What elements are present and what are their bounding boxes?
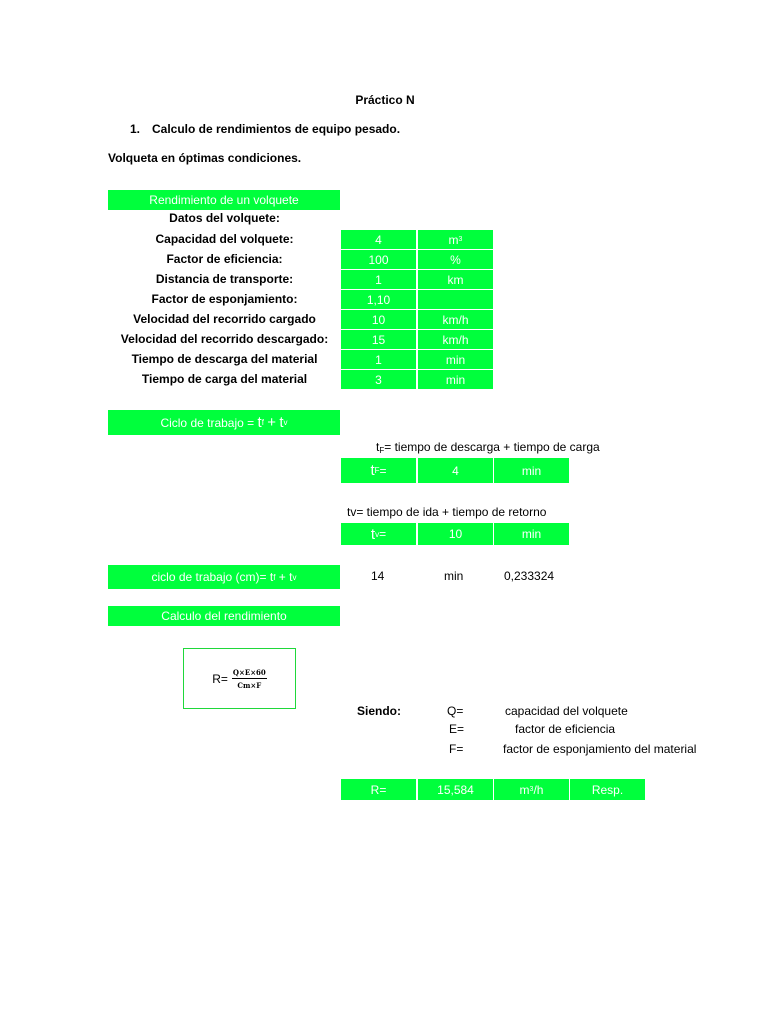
- row-label: Tiempo de carga del material: [141, 372, 308, 386]
- tv-label: t v =: [341, 523, 416, 545]
- result-label: R=: [341, 779, 416, 800]
- row-unit: km: [418, 270, 493, 289]
- row-label: Velocidad del recorrido cargado: [133, 312, 316, 326]
- row-unit: km/h: [418, 330, 493, 349]
- rendimiento-header: Calculo del rendimiento: [108, 606, 340, 626]
- row-label: Factor de eficiencia:: [166, 252, 283, 266]
- row-label: Tiempo de descarga del material: [131, 352, 318, 366]
- var-description: factor de eficiencia: [515, 722, 616, 736]
- tv-description: tv= tiempo de ida + tiempo de retorno: [347, 505, 547, 519]
- cm-value: 14: [371, 569, 385, 583]
- row-unit: [418, 290, 493, 309]
- row-value: 15: [341, 330, 416, 349]
- tf-label: t F =: [341, 458, 416, 483]
- row-label: Distancia de transporte:: [155, 272, 294, 286]
- row-unit: km/h: [418, 310, 493, 329]
- table-header: Rendimiento de un volquete: [108, 190, 340, 210]
- var-symbol: E=: [449, 722, 465, 736]
- subtitle: Volqueta en óptimas condiciones.: [108, 151, 302, 165]
- tv-value: 10: [418, 523, 493, 545]
- row-label: Capacidad del volquete:: [155, 232, 294, 246]
- cm-box: ciclo de trabajo (cm)= t f + t v: [108, 565, 340, 589]
- row-value: 4: [341, 230, 416, 249]
- formula-fraction: $\frac{Q\times E\times 60}{Cm\times F}$: [232, 667, 266, 690]
- row-unit: min: [418, 370, 493, 389]
- ciclo-header: Ciclo de trabajo = t f + t v: [108, 410, 340, 435]
- tv-unit: min: [494, 523, 569, 545]
- tf-description: $t_F=$ tiempo de descarga + tiempo de carga: [376, 440, 600, 455]
- resp-badge: Resp.: [570, 779, 645, 800]
- tf-unit: min: [494, 458, 569, 483]
- row-value: 1: [341, 350, 416, 369]
- var-symbol: Q=: [447, 704, 464, 718]
- result-unit: m 3 /h: [494, 779, 569, 800]
- row-value: 1: [341, 270, 416, 289]
- var-description: factor de esponjamiento del material: [503, 742, 697, 756]
- var-description: capacidad del volquete: [505, 704, 628, 718]
- formula-lhs: R=: [212, 671, 228, 686]
- row-value: 10: [341, 310, 416, 329]
- row-value: 100: [341, 250, 416, 269]
- row-unit: %: [418, 250, 493, 269]
- var-symbol: F=: [449, 742, 464, 756]
- row-label: Factor de esponjamiento:: [151, 292, 298, 306]
- formula-box: [183, 648, 296, 709]
- result-value: 15,584: [418, 779, 493, 800]
- item-heading: Calculo de rendimientos de equipo pesado.: [152, 122, 401, 136]
- cm-unit: min: [444, 569, 464, 583]
- cm-extra: 0,233324: [504, 569, 555, 583]
- row-value: 1,10: [341, 290, 416, 309]
- datos-label: Datos del volquete:: [169, 211, 280, 225]
- tf-value: 4: [418, 458, 493, 483]
- row-unit: min: [418, 350, 493, 369]
- row-unit: m 3: [418, 230, 493, 249]
- page-title: Práctico N: [355, 93, 415, 107]
- row-value: 3: [341, 370, 416, 389]
- item-number: 1.: [130, 122, 141, 136]
- row-label: Velocidad del recorrido descargado:: [120, 332, 329, 346]
- siendo-label: Siendo:: [357, 704, 401, 718]
